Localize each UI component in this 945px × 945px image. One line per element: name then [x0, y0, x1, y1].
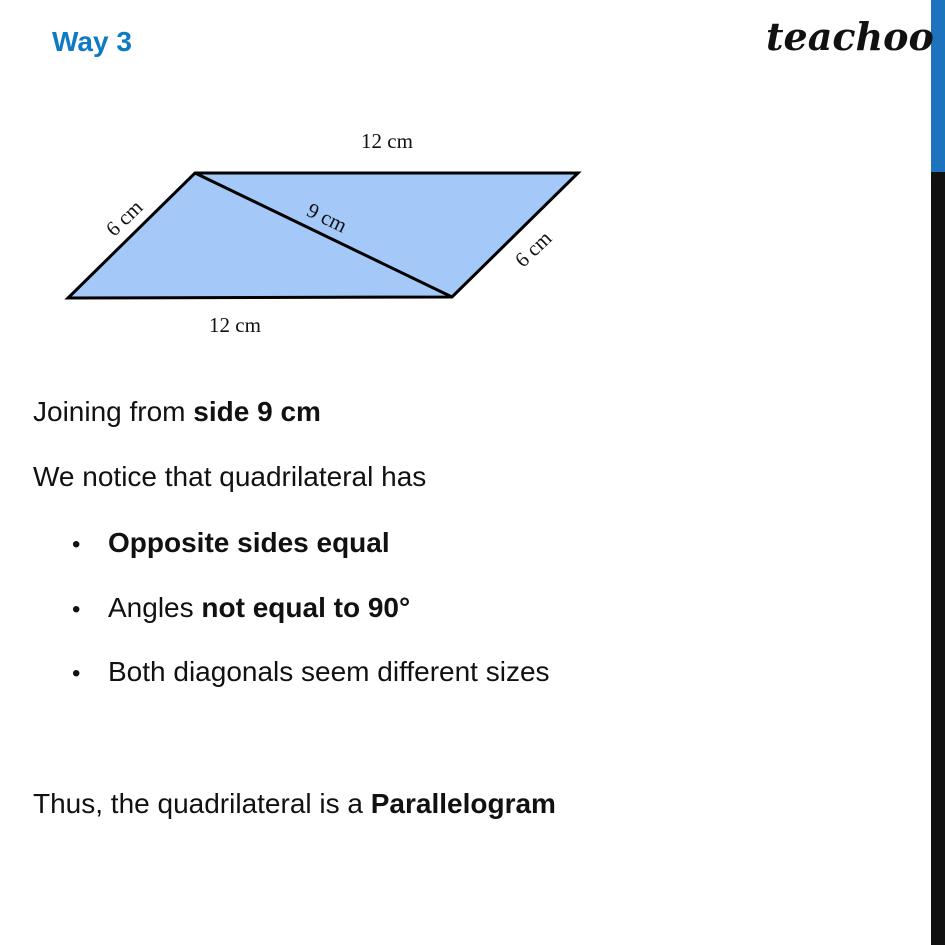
bullet-item [72, 527, 390, 559]
intro-bold-text: side 9 cm [193, 396, 321, 427]
bullet-bold-text: not equal to 90° [201, 592, 411, 623]
conclusion-bold-text: Parallelogram [370, 788, 556, 819]
bullet-item [72, 656, 550, 688]
notice-line: We notice that quadrilateral has [33, 461, 427, 492]
left-side-label: 6 cm [100, 194, 148, 241]
conclusion-text: Thus, the quadrilateral is a [33, 788, 371, 819]
conclusion-line [33, 788, 556, 820]
parallelogram-figure [0, 0, 945, 380]
top-side-label: 12 cm [361, 129, 413, 153]
bullet-text: Angles [108, 592, 202, 623]
diagonal-label: 9 cm [303, 197, 351, 238]
intro-text: Joining from [33, 396, 194, 427]
intro-line [33, 396, 321, 428]
bullet-bold-text: Opposite sides equal [108, 527, 390, 558]
brand-logo: teachoo [766, 14, 934, 59]
bullet-text: Both diagonals seem different sizes [108, 656, 550, 687]
bottom-side-label: 12 cm [209, 313, 261, 337]
bullet-symbol: • [72, 596, 81, 623]
right-side-label: 6 cm [509, 225, 557, 272]
bullet-item [72, 592, 410, 624]
bullet-symbol: • [72, 660, 81, 687]
bullet-symbol: • [72, 531, 81, 558]
slide-heading: Way 3 [52, 26, 132, 57]
